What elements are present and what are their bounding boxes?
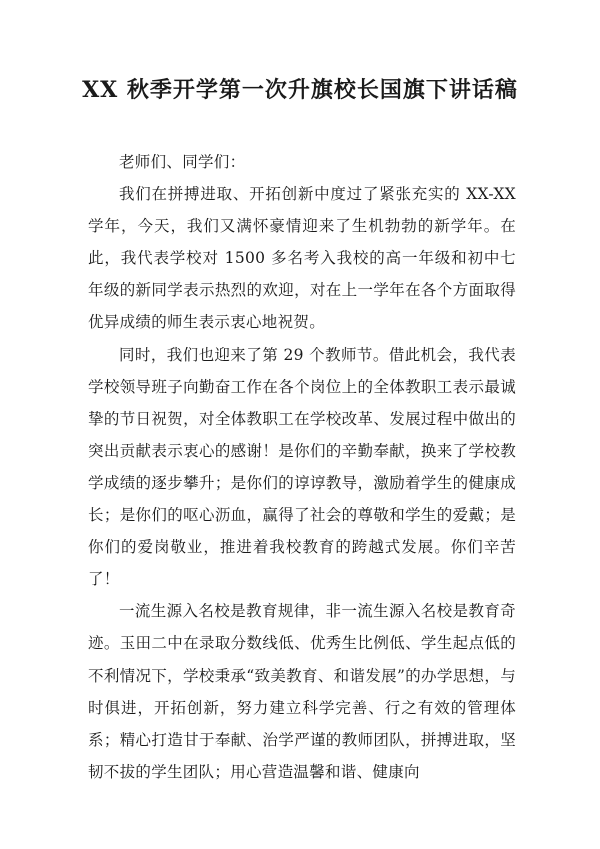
paragraph-school-development: 一流生源入名校是教育规律，非一流生源入名校是教育奇迹。玉田二中在录取分数线低、优秀生比例低、学生起点低的不利情况下，学校秉承“致美教育、和谐发展”的办学思想，与时俱进，开拓创新，努力建立科学完善、行之有效的管理体系；精心打造甘于奉献、治学严谨的教师团队，拼搏进取，坚韧不拔的学生团队；用心营造温馨和谐、健康向 bbox=[88, 602, 516, 781]
document-title: XX 秋季开学第一次升旗校长国旗下讲话稿 bbox=[82, 77, 518, 103]
document-body bbox=[88, 146, 516, 788]
paragraph-welcome: 我们在拼搏进取、开拓创新中度过了紧张充实的 XX-XX 学年，今天，我们又满怀豪情迎来了生机勃勃的新学年。在此，我代表学校对 1500 多名考入我校的高一年级和初中七年级的新同学表示热烈的欢迎，对在上一学年在各个方面取得优异成绩的师生表示衷心地祝贺。 bbox=[88, 185, 516, 332]
paragraph-teachers-day: 同时，我们也迎来了第 29 个教师节。借此机会，我代表学校领导班子向勤奋工作在各个岗位上的全体教职工表示最诚挚的节日祝贺，对全体教职工在学校改革、发展过程中做出的突出贡献表示衷心的感谢！是你们的辛勤奉献，换来了学校教学成绩的逐步攀升；是你们的谆谆教导，激励着学生的健康成长；是你们的呕心沥血，赢得了社会的尊敬和学生的爱戴；是你们的爱岗敬业，推进着我校教育的跨越式发展。你们辛苦了！ bbox=[88, 345, 516, 589]
greeting-paragraph: 老师们、同学们： bbox=[119, 153, 246, 171]
